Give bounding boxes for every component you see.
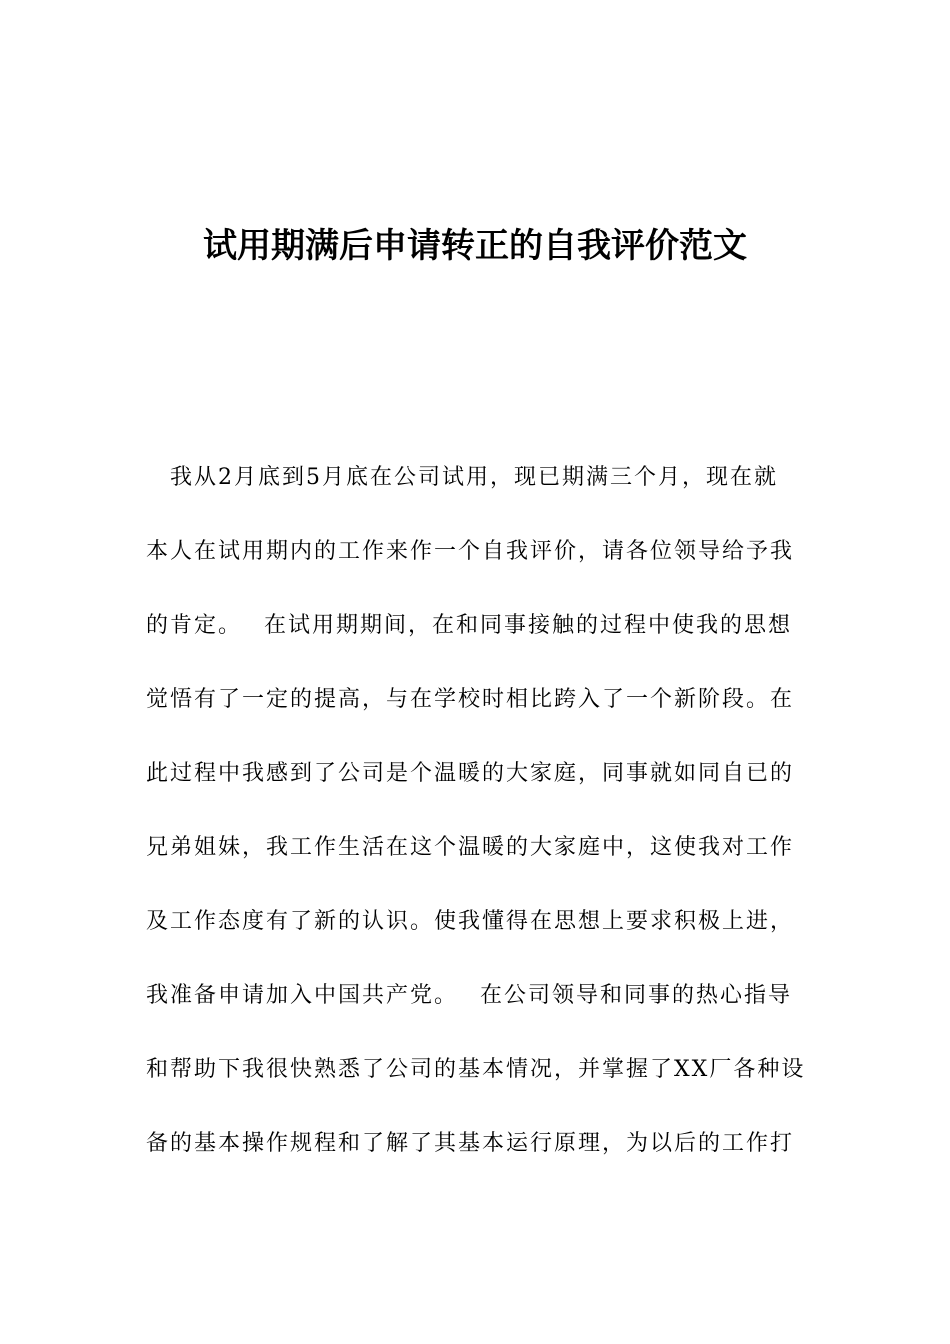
body-line: [146, 902, 806, 976]
body-line-text: 兄弟姐妹，我工作生活在这个温暖的大家庭中，这使我对工作: [146, 835, 795, 860]
body-line-text: 本人在试用期内的工作来作一个自我评价，请各位领导给予我: [146, 539, 795, 564]
body-line-text: 此过程中我感到了公司是个温暖的大家庭，同事就如同自已的: [146, 761, 795, 786]
body-line: [146, 754, 806, 828]
body-line-text: 的肯定。 在试用期期间，在和同事接触的过程中使我的思想: [146, 613, 792, 638]
document-body: [146, 458, 806, 1198]
body-line-text: 备的基本操作规程和了解了其基本运行原理，为以后的工作打: [146, 1131, 795, 1156]
body-line: [146, 1050, 806, 1124]
body-line-text: 觉悟有了一定的提高，与在学校时相比跨入了一个新阶段。在: [146, 687, 795, 712]
body-line: [146, 828, 806, 902]
body-line: [146, 458, 806, 532]
body-line-text: 及工作态度有了新的认识。使我懂得在思想上要求积极上进，: [146, 909, 795, 934]
body-line-text: 我从2月底到5月底在公司试用，现已期满三个月，现在就: [146, 465, 778, 490]
body-line: [146, 680, 806, 754]
body-line: [146, 532, 806, 606]
body-line-text: 和帮助下我很快熟悉了公司的基本情况，并掌握了XX厂各种设: [146, 1057, 806, 1082]
body-line-text: 我准备申请加入中国共产党。 在公司领导和同事的热心指导: [146, 983, 792, 1008]
body-line: [146, 976, 806, 1050]
body-line: [146, 606, 806, 680]
body-line: [146, 1124, 806, 1198]
document-title: 试用期满后申请转正的自我评价范文: [203, 226, 747, 266]
